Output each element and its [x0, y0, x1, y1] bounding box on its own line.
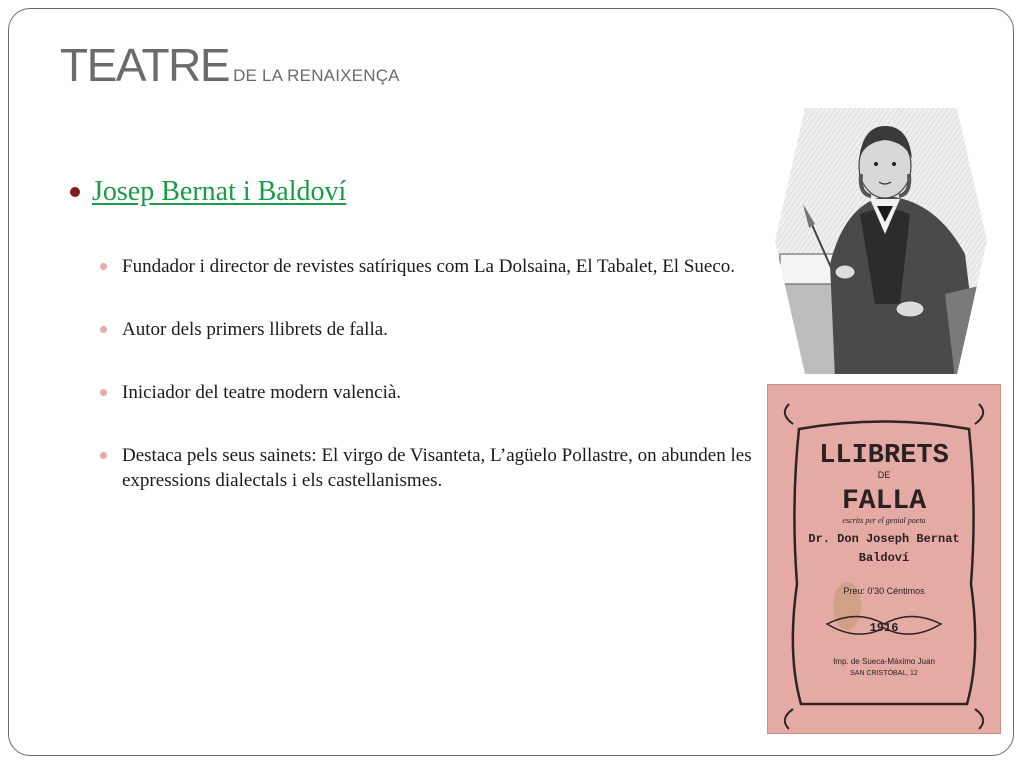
portrait-image [775, 104, 987, 378]
list-item [100, 254, 760, 279]
bullet-dot-icon [100, 389, 107, 396]
title-sub: DE LA RENAIXENÇA [233, 66, 400, 85]
cover-line2: DE [877, 470, 891, 480]
cover-imprint: Imp. de Sueca-Máximo Juan [833, 657, 935, 666]
list-item-text: Autor dels primers llibrets de falla. [122, 319, 388, 340]
list-item-text: Iniciador del teatre modern valencià. [122, 382, 402, 403]
cover-year: 1916 [869, 621, 899, 635]
sub-bullet-list [100, 254, 760, 531]
cover-address: SAN CRISTÓBAL, 12 [850, 670, 918, 677]
bullet-dot-icon [70, 187, 80, 197]
list-item-text: Destaca pels seus sainets: El virgo de Visanteta, L’agüelo Pollastre, on abunden les expressions dialectals i els castellanismes. [122, 445, 752, 491]
bullet-dot-icon [100, 452, 107, 459]
slide-title [60, 38, 400, 92]
cover-line6: Baldoví [858, 551, 910, 565]
heading-link[interactable]: Josep Bernat i Baldoví [92, 176, 347, 207]
cover-line3: FALLA [841, 486, 927, 517]
list-item-text: Fundador i director de revistes satíriques com La Dolsaina, El Tabalet, El Sueco. [122, 256, 736, 277]
bullet-dot-icon [100, 263, 107, 270]
list-item [100, 317, 760, 342]
cover-line5: Dr. Don Joseph Bernat [808, 532, 960, 546]
cover-line4: escrits per el genial poeta [842, 516, 926, 525]
cover-line1: LLIBRETS [819, 441, 949, 471]
cover-price: Preu: 0'30 Céntimos [843, 586, 925, 596]
title-main: TEATRE [60, 39, 230, 91]
bullet-dot-icon [100, 326, 107, 333]
list-item [100, 443, 760, 493]
list-item [100, 380, 760, 405]
booklet-cover-image [767, 384, 1001, 734]
main-bullet [70, 176, 346, 208]
